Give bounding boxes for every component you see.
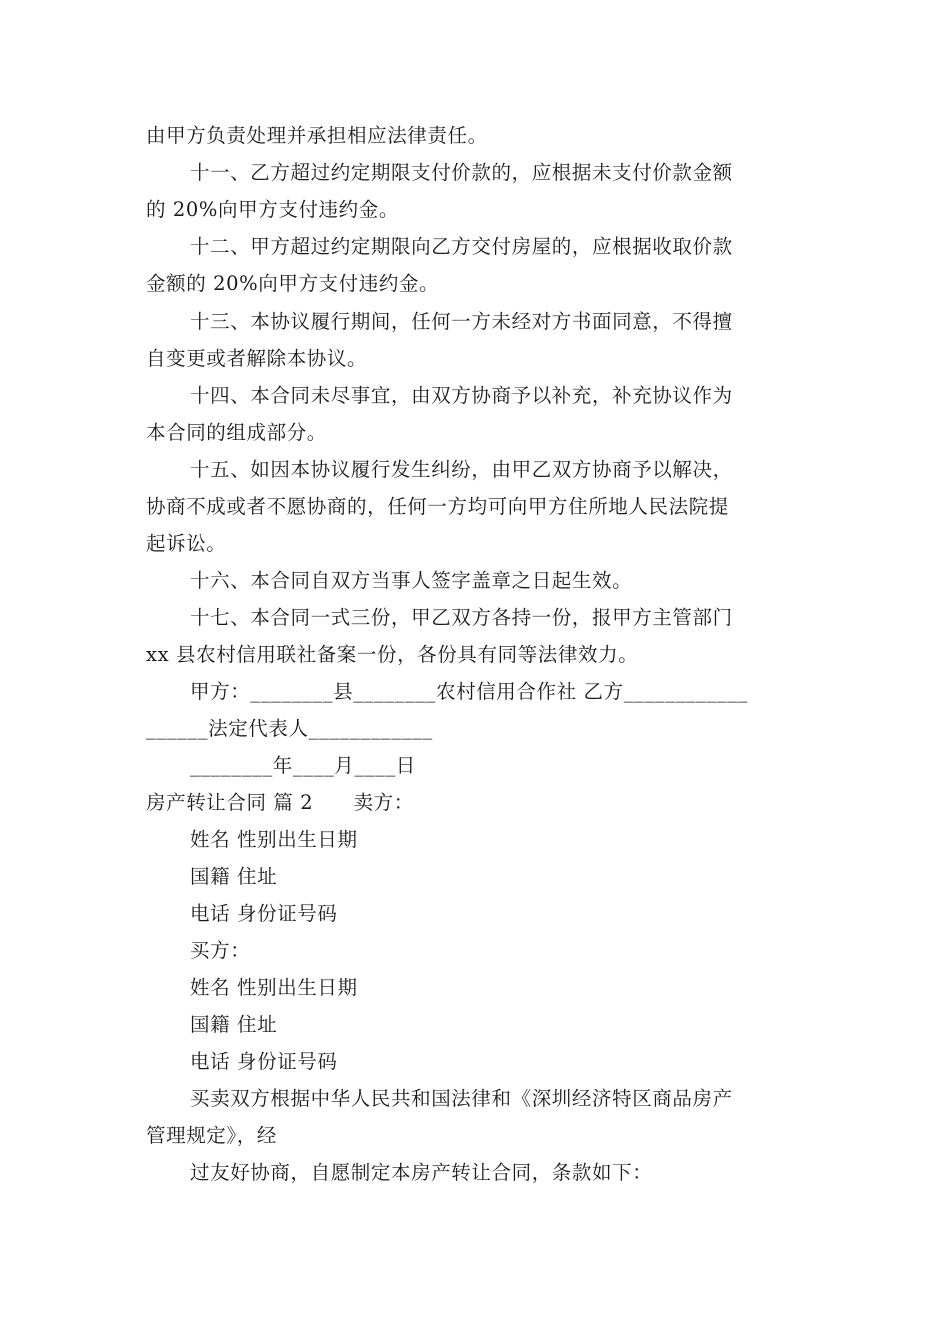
party-a-signature-line: 甲方：________县________农村信用合作社 乙方____________ xyxy=(190,680,748,703)
clause-12-line: 十二、甲方超过约定期限向乙方交付房屋的，应根据收取价款 xyxy=(190,235,733,258)
seller-phone-field: 电话 身份证号码 xyxy=(190,902,338,925)
preamble-line: 过友好协商，自愿制定本房产转让合同，条款如下： xyxy=(190,1161,653,1184)
paragraph-line: 自变更或者解除本协议。 xyxy=(146,347,368,370)
legal-representative-line: ______法定代表人____________ xyxy=(146,717,433,740)
buyer-phone-field: 电话 身份证号码 xyxy=(190,1050,338,1073)
clause-16-line: 十六、本合同自双方当事人签字盖章之日起生效。 xyxy=(190,569,633,592)
paragraph-line: 由甲方负责处理并承担相应法律责任。 xyxy=(146,124,488,147)
clause-17-line: 十七、本合同一式三份，甲乙双方各持一份，报甲方主管部门 xyxy=(190,606,733,629)
clause-13-line: 十三、本协议履行期间，任何一方未经对方书面同意，不得擅 xyxy=(190,310,733,333)
section-heading: 房产转让合同 篇 2 卖方： xyxy=(146,791,414,814)
paragraph-line: xx 县农村信用联社备案一份，各份具有同等法律效力。 xyxy=(146,643,639,666)
paragraph-line: 管理规定》，经 xyxy=(146,1124,277,1147)
clause-14-line: 十四、本合同未尽事宜，由双方协商予以补充，补充协议作为 xyxy=(190,384,733,407)
paragraph-line: 的 20%向甲方支付违约金。 xyxy=(146,198,399,221)
paragraph-line: 起诉讼。 xyxy=(146,532,227,555)
clause-11-line: 十一、乙方超过约定期限支付价款的，应根据未支付价款金额 xyxy=(190,161,733,184)
date-line: ________年____月____日 xyxy=(190,754,416,777)
paragraph-line: 金额的 20%向甲方支付违约金。 xyxy=(146,272,440,295)
buyer-name-field: 姓名 性别出生日期 xyxy=(190,976,358,999)
seller-nationality-field: 国籍 住址 xyxy=(190,865,278,888)
paragraph-line: 协商不成或者不愿协商的，任何一方均可向甲方住所地人民法院提 xyxy=(146,495,729,518)
buyer-heading: 买方： xyxy=(190,939,251,962)
clause-15-line: 十五、如因本协议履行发生纠纷，由甲乙双方协商予以解决， xyxy=(190,458,733,481)
seller-name-field: 姓名 性别出生日期 xyxy=(190,828,358,851)
paragraph-line: 本合同的组成部分。 xyxy=(146,421,327,444)
preamble-line: 买卖双方根据中华人民共和国法律和《深圳经济特区商品房产 xyxy=(190,1087,733,1110)
buyer-nationality-field: 国籍 住址 xyxy=(190,1013,278,1036)
